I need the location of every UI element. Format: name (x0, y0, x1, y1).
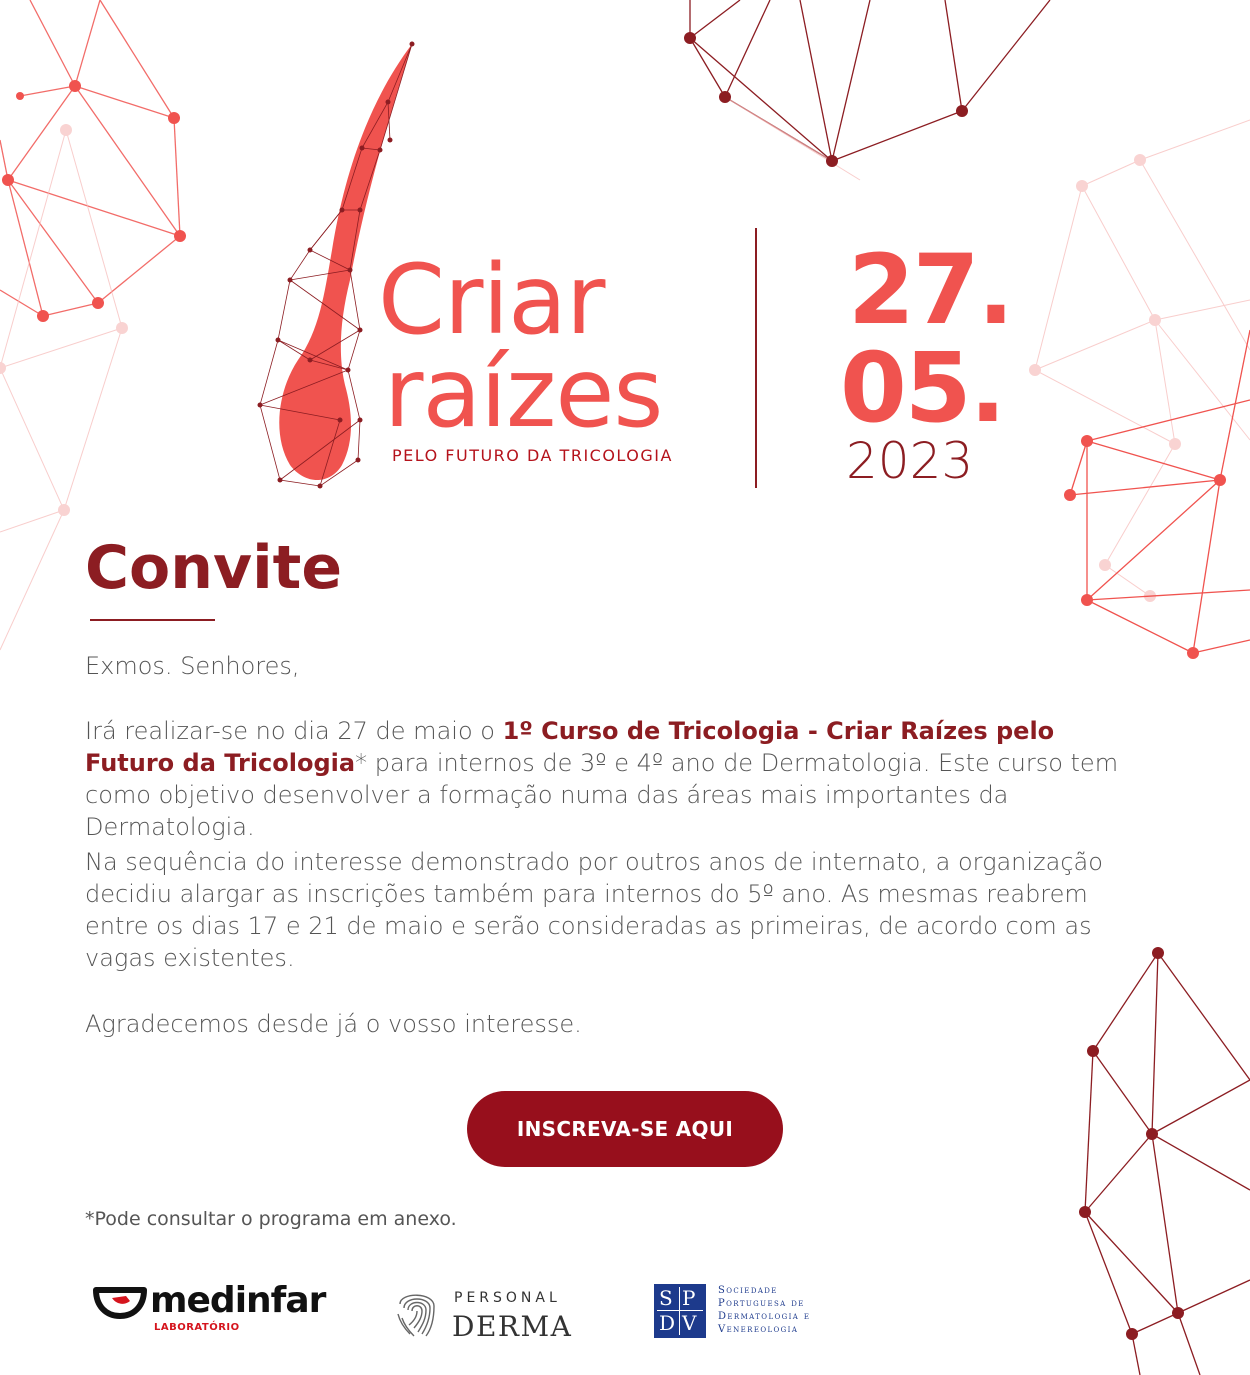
medinfar-smile-icon (92, 1284, 148, 1324)
personal-derma-bottom: DERMA (452, 1310, 573, 1343)
medinfar-sub: LABORATÓRIO (154, 1322, 240, 1333)
date-day: 27. (848, 234, 1013, 346)
register-button[interactable]: INSCREVA-SE AQUI (467, 1091, 783, 1167)
fingerprint-icon (392, 1284, 442, 1342)
spdv-line: Venereologia (718, 1324, 799, 1335)
spdv-letter-v: V (682, 1311, 697, 1335)
logo-tagline: PELO FUTURO DA TRICOLOGIA (392, 446, 673, 465)
paragraph-course-post: * para internos de 3º e 4º ano de Dermatologia. Este curso tem como objetivo desenvolver a formação numa das áreas mais importantes da Dermatologia. (85, 749, 1119, 841)
spdv-letter-p: P (682, 1286, 696, 1310)
date-year: 2023 (846, 432, 974, 490)
footnote: *Pode consultar o programa em anexo. (85, 1208, 457, 1230)
heading-underline (90, 619, 215, 621)
thanks-line: Agradecemos desde já o vosso interesse. (85, 1010, 582, 1038)
date-month: 05. (840, 332, 1005, 444)
paragraph-course (85, 715, 1145, 843)
spdv-line: Sociedade (718, 1285, 778, 1296)
medinfar-name: medinfar (150, 1280, 326, 1321)
spdv-monogram (654, 1284, 706, 1338)
logo-title-line2: raízes (384, 337, 663, 449)
paragraph-course-pre: Irá realizar-se no dia 27 de maio o (85, 717, 503, 745)
spdv-letter-d: D (659, 1311, 676, 1335)
personal-derma-logo (392, 1284, 592, 1344)
spdv-text (718, 1284, 810, 1336)
spdv-letter-s: S (659, 1286, 673, 1310)
medinfar-logo (92, 1280, 342, 1344)
course-name: 1º Curso de Tricologia - Criar Raízes pelo Futuro da Tricologia (85, 717, 1055, 777)
spdv-hline (657, 1310, 703, 1311)
logo-title-line1: Criar (378, 244, 605, 356)
spdv-line: Dermatologia e (718, 1311, 811, 1322)
spdv-vline (679, 1287, 680, 1335)
greeting: Exmos. Senhores, (85, 652, 300, 680)
vertical-divider (755, 228, 757, 488)
spdv-line: Portuguesa de (718, 1298, 805, 1309)
invite-heading: Convite (85, 533, 343, 603)
spdv-logo (654, 1284, 834, 1344)
paragraph-registration: Na sequência do interesse demonstrado por outros anos de internato, a organização decidiu alargar as inscrições também para internos do 5º ano. As mesmas reabrem entre os dias 17 e 21 de maio e serão consideradas as primeiras, de acordo com as vagas existentes. (85, 848, 1103, 972)
personal-derma-top: PERSONAL (454, 1290, 561, 1306)
